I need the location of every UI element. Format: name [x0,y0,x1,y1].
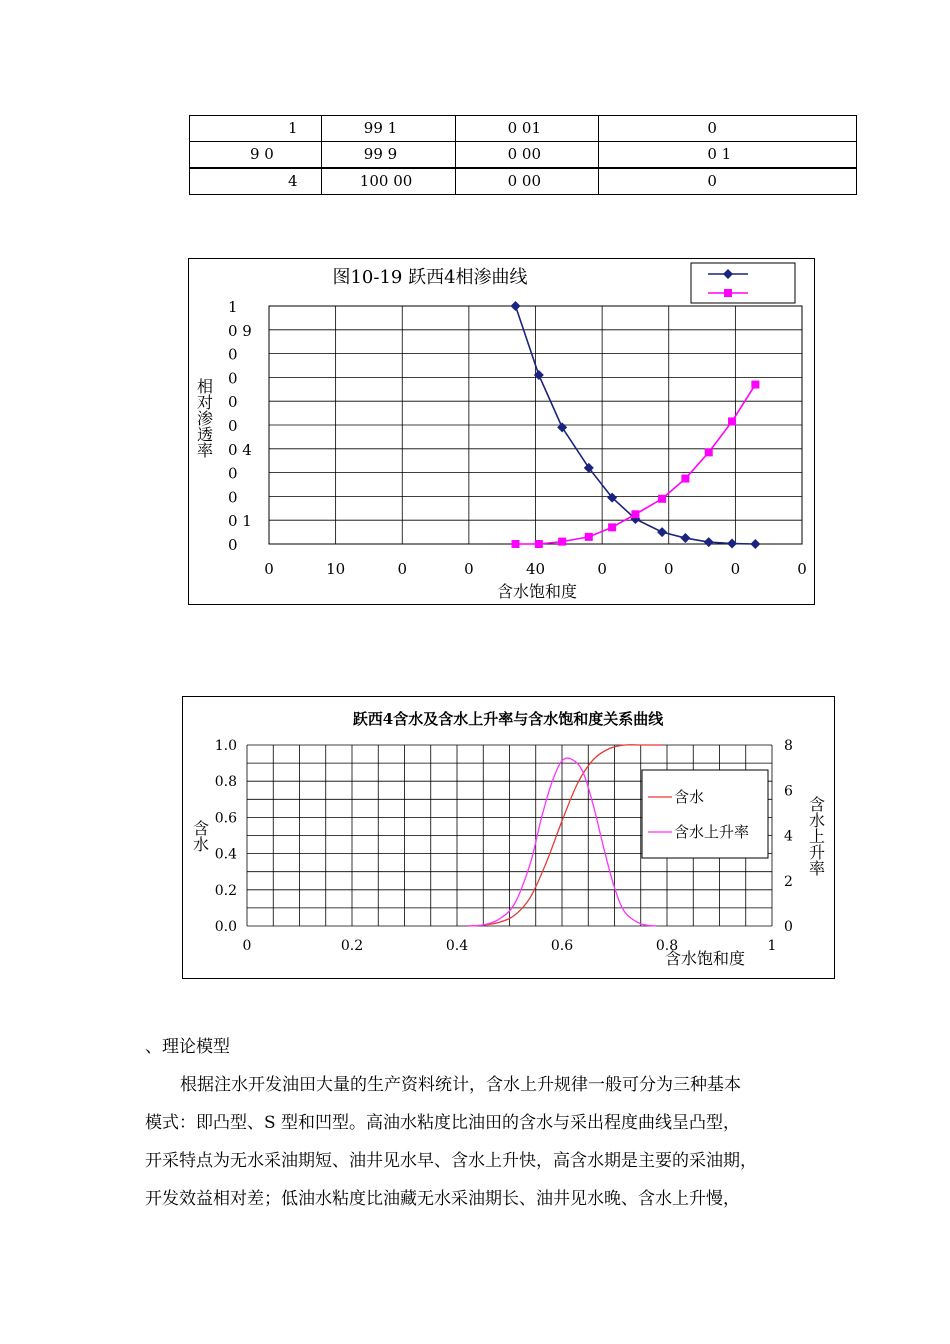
y2-tick-label: 4 [784,828,793,845]
paragraph-line: 开发效益相对差；低油水粘度比油藏无水采油期长、油井见水晚、含水上升慢， [145,1189,740,1209]
y-tick-label: 0 [228,345,238,364]
legend-marker [724,289,732,297]
y-tick-label: 0.8 [214,774,237,791]
data-table [189,115,857,195]
table-cell: 0 1 [599,142,857,169]
table-row [190,116,857,142]
x-tick-label: 0 [242,938,252,954]
data-point [681,475,689,483]
x-tick-label: 1 [767,938,777,954]
x-tick-label: 0 [464,560,474,578]
x-tick-label: 0 [597,560,607,578]
y-tick-label: 0 1 [228,512,252,531]
plot-area [269,301,802,549]
x-tick-label: 40 [525,560,546,578]
table-cell: 99 9 [321,142,455,169]
table-cell: 4 [190,168,322,195]
x-axis-label: 含水饱和度 [496,582,578,601]
y-tick-label: 0 [228,417,238,435]
y-tick-label: 0 4 [228,440,252,459]
data-point [535,540,543,548]
y-tick-label: 0.0 [214,919,237,935]
data-point [728,417,736,425]
y2-tick-label: 0 [784,919,793,935]
y-tick-label: 0.6 [214,810,237,827]
table-cell: 1 [190,116,322,142]
section-heading: 、理论模型 [145,1037,230,1057]
chart-legend [642,770,768,858]
x-tick-label: 0 [663,560,674,578]
relperm-chart [188,258,816,610]
table-cell: 100 00 [321,168,455,195]
x-tick-label: 0.8 [655,938,679,954]
y-tick-label: 0 [228,536,238,554]
relperm-chart-svg [188,258,816,606]
table-cell: 0 [599,116,857,142]
y-tick-label: 0 [228,393,238,412]
data-point [631,510,639,518]
y-tick-label: 0.4 [214,846,237,863]
table-row [190,168,857,195]
data-point [608,523,616,531]
table-row [190,142,857,169]
y2-tick-label: 2 [784,873,793,890]
y-tick-label: 0 9 [228,321,252,340]
x-tick-label: 0.2 [340,938,364,954]
watercut-chart [182,696,836,984]
data-point [558,538,566,546]
x-tick-label: 0 [797,560,807,578]
chart-title: 跃西4含水及含水上升率与含水饱和度关系曲线 [352,710,664,728]
legend-label: 含水上升率 [674,823,750,841]
y-axis-label: 含水 [190,820,210,852]
y-tick-label: 0 [228,369,238,388]
table-cell: 0 [599,168,857,195]
table-cell: 99 1 [321,116,455,142]
table-cell: 0 00 [455,142,599,169]
chart-legend [691,263,795,303]
paragraph-line: 开采特点为无水采油期短、油井见水早、含水上升快，高含水期是主要的采油期， [145,1151,757,1171]
watercut-chart-svg [182,696,836,980]
legend-label: 含水 [674,788,705,806]
y-tick-label: 1.0 [214,738,237,754]
data-point [512,540,520,548]
x-tick-label: 0.6 [550,938,574,954]
y-tick-label: 0.2 [214,882,237,899]
x-tick-label: 0.4 [445,938,469,954]
table-cell: 0 01 [455,116,599,142]
data-point [658,495,666,503]
chart-title: 图10-19 跃西4相渗曲线 [332,267,528,288]
y2-tick-label: 6 [784,783,793,800]
y2-tick-label: 8 [784,738,793,754]
x-axis-label: 含水饱和度 [664,949,746,968]
table-cell: 9 0 [190,142,322,169]
y-tick-label: 1 [228,298,238,316]
data-point [705,448,713,456]
y2-axis-label: 含水上升率 [806,796,826,876]
paragraph-line: 模式：即凸型、S 型和凹型。高油水粘度比油田的含水与采出程度曲线呈凸型， [145,1113,741,1133]
y-tick-label: 0 [228,464,238,483]
y-tick-label: 0 [228,488,238,507]
x-tick-label: 0 [730,560,741,578]
y-axis-label: 相对渗透率 [194,378,214,458]
data-point [585,533,593,541]
x-tick-label: 0 [264,560,274,578]
data-point [751,381,759,389]
paragraph-line: 根据注水开发油田大量的生产资料统计，含水上升规律一般可分为三种基本 [180,1075,741,1095]
x-tick-label: 10 [326,560,346,578]
table-cell: 0 00 [455,168,599,195]
x-tick-label: 0 [397,560,408,578]
